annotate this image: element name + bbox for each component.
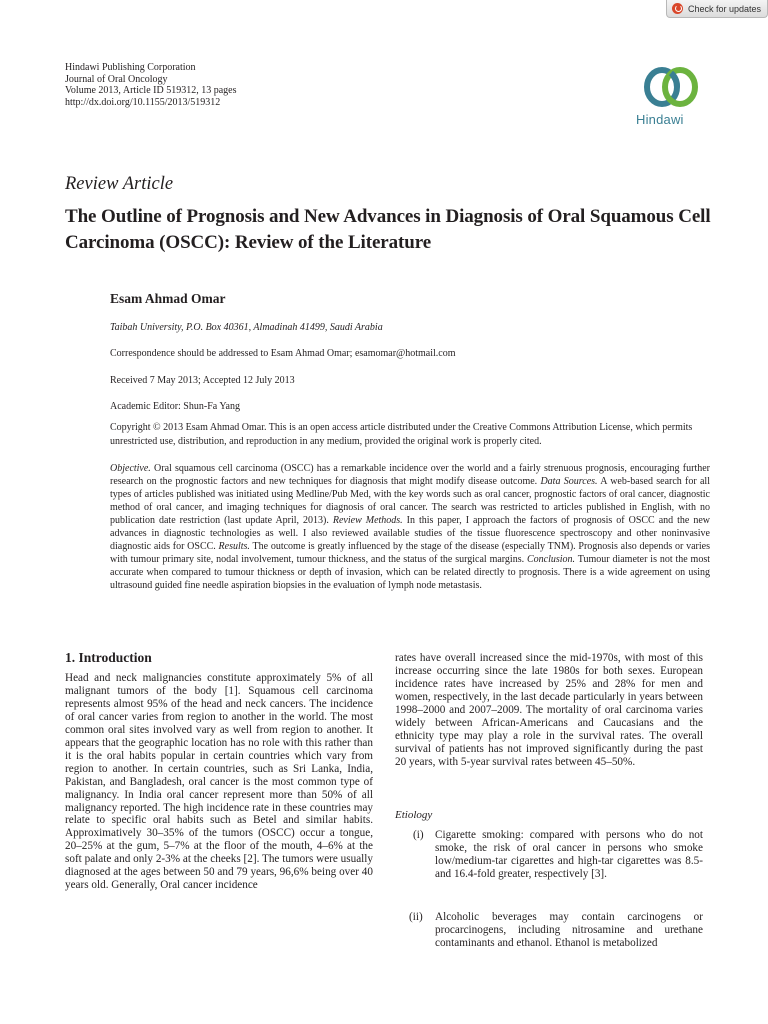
journal-line: Journal of Oral Oncology [65,73,168,85]
volume-line: Volume 2013, Article ID 519312, 13 pages [65,85,237,96]
abstract-text-objective: Oral squamous cell carcinoma (OSCC) has a remarkable incidence over the world and a fairly strenuous prognosis, encouraging further research on the prognostic factors and new techniques for diagnosis that might modify disease outcome. [110,463,710,488]
received-dates: Received 7 May 2013; Accepted 12 July 2013 [110,375,295,386]
article-title: The Outline of Prognosis and New Advances in Diagnosis of Oral Squamous Cell Carcinoma (OSCC): Review of the Literature [65,206,711,253]
intro-column-left: Head and neck malignancies constitute approximately 5% of all malignant tumors of the body [1]. Squamous cell carcinoma represents almost 95% of the head and neck cancers. The incidence of oral cancer varies from region to another in the world. The most common oral sites involved vary as well from region to another. It appears that the geographic location has no role with this rather than it is the oral habits popular in certain countries which vary from region to another. In certain countries, such as Sri Lanka, India, Pakistan, and Bangladesh, oral cancer is the most common type of malignancy. In India oral cancer represent more than 50% of all malignancy reported. The high incidence rate in these countries may relate to specific oral habits such as Betel and similar habits. Approximatively 30–35% of the tumors (OSCC) occur a tongue, 20–25% at the gum, 5–7% at the floor of the mouth, 4–6% at the soft palate and only 2-3% at the cheeks [2]. The tumors were usually diagnosed at the ages between 50 and 79 years, 96,6% being over 40 years old. Generally, Oral cancer incidence [65,672,373,892]
abstract-text-data-sources: A web-based search for all types of articles published was initiated using Medline/Pub Med, with the key words such as oral cancer, prognostic factors of oral cancer, diagnostic method of oral cancer, and imaging techniques for diagnosis of oral cancer. The search was restricted to articles published in English, with no publication date restriction (last update April, 2013). [110,476,710,527]
hindawi-logo-text: Hindawi [636,112,684,127]
check-for-updates-button[interactable] [666,0,768,18]
abstract-label-results: Results. [218,541,250,553]
abstract-label-conclusion: Conclusion. [526,554,576,566]
list-item-text: Cigarette smoking: compared with persons who do not smoke, the risk of oral cancer in persons who smoke low/medium-tar cigarettes and high-tar cigarettes was 8.5- and 16.4-fold greater, respectively [3]. [435,829,703,880]
abstract-label-objective: Objective. [110,463,151,474]
abstract-label-review-methods: Review Methods. [332,515,403,527]
abstract-text-conclusion: Tumour diameter is not the most accurate when compared to tumour thickness or depth of invasion, which can be related directly to prognosis. There is a wide agreement on using ultrasound guided fine needle aspiration biopsies in the evaluation of lymph node metastasis. [110,554,710,592]
abstract-text-results: The outcome is greatly influenced by the stage of the disease (especially TNM). Prognosis also depends or varies with tumour primary site, nodal involvement, tumour thickness, and the status of the surgical margins. [110,541,710,566]
doi-link[interactable]: http://dx.doi.org/10.1155/2013/519312 [65,96,221,108]
abstract-text-review-methods: In this paper, I approach the factors of prognosis of OSCC and the new advances in diagnostic technologies as well. I also reviewed available studies of the tissue fluorescence spectroscopy and other noninvasive diagnostic aids for OSCC. [110,515,711,553]
list-item-text: Alcoholic beverages may contain carcinogens or procarcinogens, including nitrosamine and urethane contaminants and ethanol. Ethanol is metabolized [435,911,703,949]
academic-editor: Academic Editor: Shun-Fa Yang [110,401,240,412]
abstract [110,462,710,592]
affiliation: Taibah University, P.O. Box 40361, Almadinah 41499, Saudi Arabia [110,322,383,333]
journal-header [65,62,236,108]
section-heading-introduction: 1. Introduction [65,650,152,665]
copyright-notice: Copyright © 2013 Esam Ahmad Omar. This is an open access article distributed under the Creative Commons Attribution License, which permits unrestricted use, distribution, and reproduction in any medium, provided the original work is properly cited. [110,422,693,447]
check-for-updates-label: Check for updates [688,3,762,14]
intro-column-right: rates have overall increased since the mid-1970s, with most of this increase occurring since the late 1980s for both sexes. European incidence rates have increased by 25% and 28% for men and women, respectively, in the last decade particularly in years between 1998–2000 and 2007–2009. The mortality of oral carcinoma varies widely between African-Americans and Caucasians and the ethnicity type may play a role in the survival rates. The overall survival of patients has not improved significantly during the past 20 years, with 5-year survival rates between 45–50%. [395,652,703,768]
hindawi-logo [632,62,712,132]
correspondence: Correspondence should be addressed to Esam Ahmad Omar; esamomar@hotmail.com [110,348,456,359]
abstract-label-data-sources: Data Sources. [540,476,598,488]
publisher-line: Hindawi Publishing Corporation [65,62,196,73]
subheading-etiology: Etiology [395,809,433,821]
crossmark-icon [672,3,683,14]
list-item-number: (ii) [409,911,423,923]
article-type: Review Article [65,174,174,194]
hindawi-rings-icon [632,62,712,112]
list-item-number: (i) [413,829,424,841]
author-name: Esam Ahmad Omar [110,291,226,306]
